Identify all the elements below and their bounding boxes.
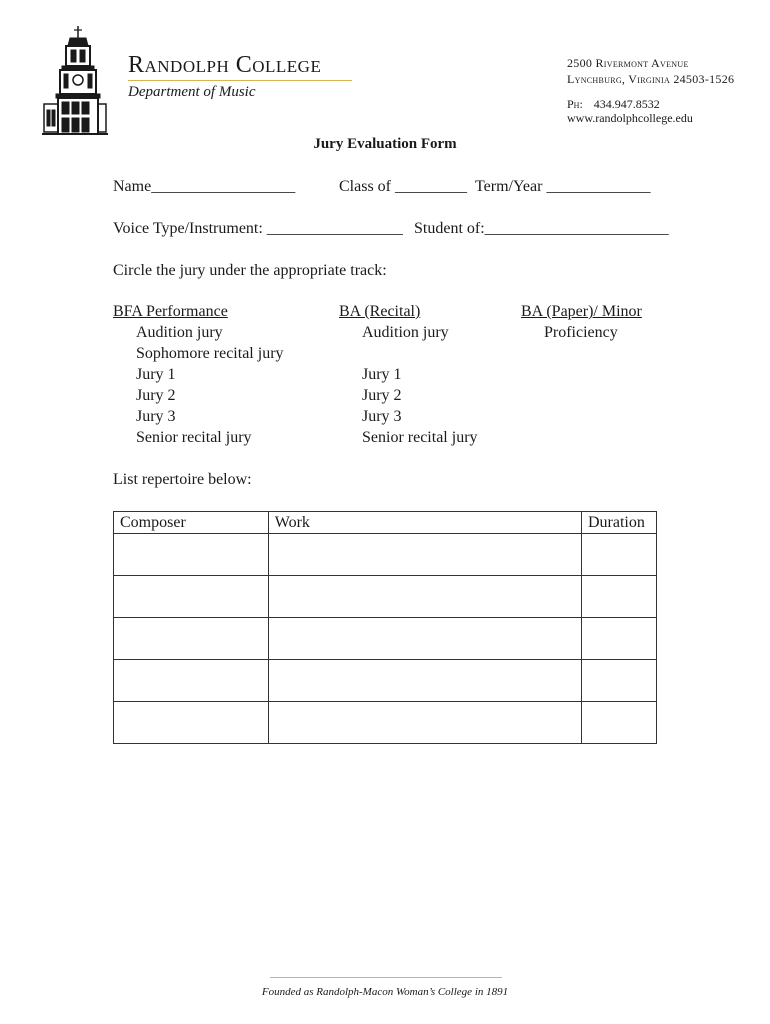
- track-ba-paper-heading: BA (Paper)/ Minor: [521, 303, 642, 320]
- college-tower-logo-icon: [42, 24, 108, 136]
- circle-instruction: Circle the jury under the appropriate track:: [113, 262, 387, 279]
- header-gold-rule: [128, 80, 352, 81]
- duration-cell[interactable]: [581, 618, 656, 660]
- work-cell[interactable]: [268, 534, 581, 576]
- website: www.randolphcollege.edu: [567, 111, 693, 125]
- work-cell[interactable]: [268, 660, 581, 702]
- work-column-header: Work: [268, 512, 581, 534]
- track-bfa-item[interactable]: Jury 1: [136, 366, 176, 383]
- track-ba-recital-item[interactable]: Jury 2: [362, 387, 402, 404]
- duration-cell[interactable]: [581, 660, 656, 702]
- track-ba-recital-heading: BA (Recital): [339, 303, 421, 320]
- composer-cell[interactable]: [114, 702, 269, 744]
- table-row: [114, 534, 657, 576]
- duration-cell[interactable]: [581, 534, 656, 576]
- composer-cell[interactable]: [114, 534, 269, 576]
- form-title: Jury Evaluation Form: [313, 136, 457, 152]
- footer-founded-text: Founded as Randolph-Macon Woman’s College in 1891: [261, 986, 509, 998]
- composer-cell[interactable]: [114, 618, 269, 660]
- class-of-field[interactable]: Class of _________: [339, 178, 467, 195]
- department-name: Department of Music: [128, 84, 256, 100]
- composer-column-header: Composer: [114, 512, 269, 534]
- composer-cell[interactable]: [114, 576, 269, 618]
- student-of-field[interactable]: Student of:_______________________: [414, 220, 669, 237]
- repertoire-table: [113, 511, 657, 744]
- track-bfa-item[interactable]: Audition jury: [136, 324, 223, 341]
- name-field[interactable]: Name__________________: [113, 178, 296, 195]
- table-row: [114, 702, 657, 744]
- repertoire-label: List repertoire below:: [113, 471, 252, 488]
- table-row: [114, 618, 657, 660]
- address-line-2: Lynchburg, Virginia 24503-1526: [567, 72, 735, 86]
- track-bfa-heading: BFA Performance: [113, 303, 228, 320]
- track-ba-recital-item[interactable]: Audition jury: [362, 324, 449, 341]
- phone-row: [567, 97, 660, 112]
- table-header-row: [114, 512, 657, 534]
- address-line-1: 2500 Rivermont Avenue: [567, 56, 689, 70]
- table-row: [114, 660, 657, 702]
- phone-number: 434.947.8532: [593, 97, 660, 111]
- duration-cell[interactable]: [581, 702, 656, 744]
- work-cell[interactable]: [268, 618, 581, 660]
- work-cell[interactable]: [268, 576, 581, 618]
- phone-label: Ph:: [567, 97, 583, 111]
- track-ba-recital-item[interactable]: Senior recital jury: [362, 429, 478, 446]
- track-bfa-item[interactable]: Senior recital jury: [136, 429, 252, 446]
- track-ba-paper-item[interactable]: Proficiency: [544, 324, 618, 341]
- duration-column-header: Duration: [581, 512, 656, 534]
- work-cell[interactable]: [268, 702, 581, 744]
- track-bfa-item[interactable]: Sophomore recital jury: [136, 345, 284, 362]
- track-bfa-item[interactable]: Jury 3: [136, 408, 176, 425]
- term-year-field[interactable]: Term/Year _____________: [475, 178, 651, 195]
- duration-cell[interactable]: [581, 576, 656, 618]
- college-name: Randolph College: [128, 52, 322, 78]
- track-ba-recital-item[interactable]: Jury 1: [362, 366, 402, 383]
- voice-instrument-field[interactable]: Voice Type/Instrument: _________________: [113, 220, 403, 237]
- footer-gold-rule: [270, 977, 502, 978]
- composer-cell[interactable]: [114, 660, 269, 702]
- table-row: [114, 576, 657, 618]
- track-ba-recital-item[interactable]: Jury 3: [362, 408, 402, 425]
- track-bfa-item[interactable]: Jury 2: [136, 387, 176, 404]
